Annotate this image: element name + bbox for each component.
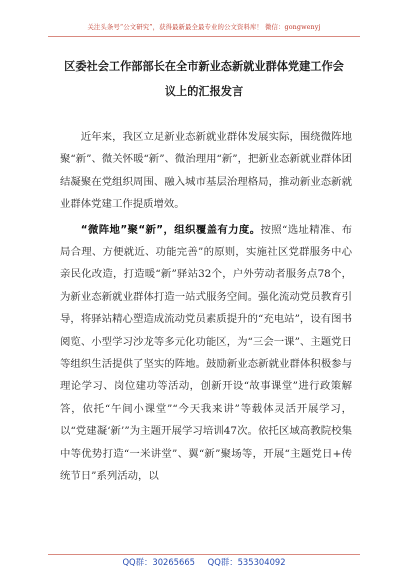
footer-contact bbox=[0, 556, 408, 568]
paragraph-lead-heading: “微阵地”聚“新”，组织覆盖有力度。 bbox=[80, 223, 261, 236]
footer-qq-group-1: QQ群：30265665 bbox=[122, 557, 195, 567]
document-title-line-1: 区委社会工作部部长在全市新业态新就业群体党建工作会 bbox=[64, 60, 344, 73]
header-banner: 关注头条号“公文研究”，获得最新最全最专业的公文资料库！ 微信：gongwenyj bbox=[87, 23, 321, 31]
paragraph-intro: 近年来，我区立足新业态新就业群体发展实际，围绕微阵地聚“新”、微关怀暖“新”、微治理用“新”，把新业态新就业群体团结凝聚在党组织周围、融入城市基层治理格局，推动新业态新就业群体党建工作提质增效。 bbox=[60, 131, 352, 211]
footer-divider bbox=[48, 554, 360, 555]
paragraph-body-text: 按照“选址精准、布局合理、方便就近、功能完善”的原则，实施社区党群服务中心亲民化改造，打造暖“新”驿站32个，户外劳动者服务点78个，为新业态新就业群体打造一站式服务空间。强化流动党员教育引导，将驿站精心塑造成流动党员素质提升的“充电站”，设有图书阅览、小型学习沙龙等多元化功能区，为“三会一课”、主题党日等组织生活提供了坚实的阵地。鼓励新业态新就业群体积极参与理论学习、岗位建功等活动，创新开设“故事课堂”进行政策解答，依托“午间小课堂”“今天我来讲”等载体灵活开展学习，以“党建凝‘新’”为主题开展学习培训47次。依托区域高教院校集中等优势打造“一米讲堂”、翼“新”聚场等，开展“主题党日+传统节日”系列活动，以 bbox=[60, 223, 352, 483]
document-body bbox=[60, 126, 352, 488]
document-title bbox=[56, 54, 352, 104]
header-divider bbox=[48, 36, 360, 37]
document-title-line-2: 议上的汇报发言 bbox=[164, 85, 244, 98]
footer-qq-group-2: QQ群：535304092 bbox=[207, 557, 286, 567]
paragraph-micro-position bbox=[60, 219, 352, 488]
